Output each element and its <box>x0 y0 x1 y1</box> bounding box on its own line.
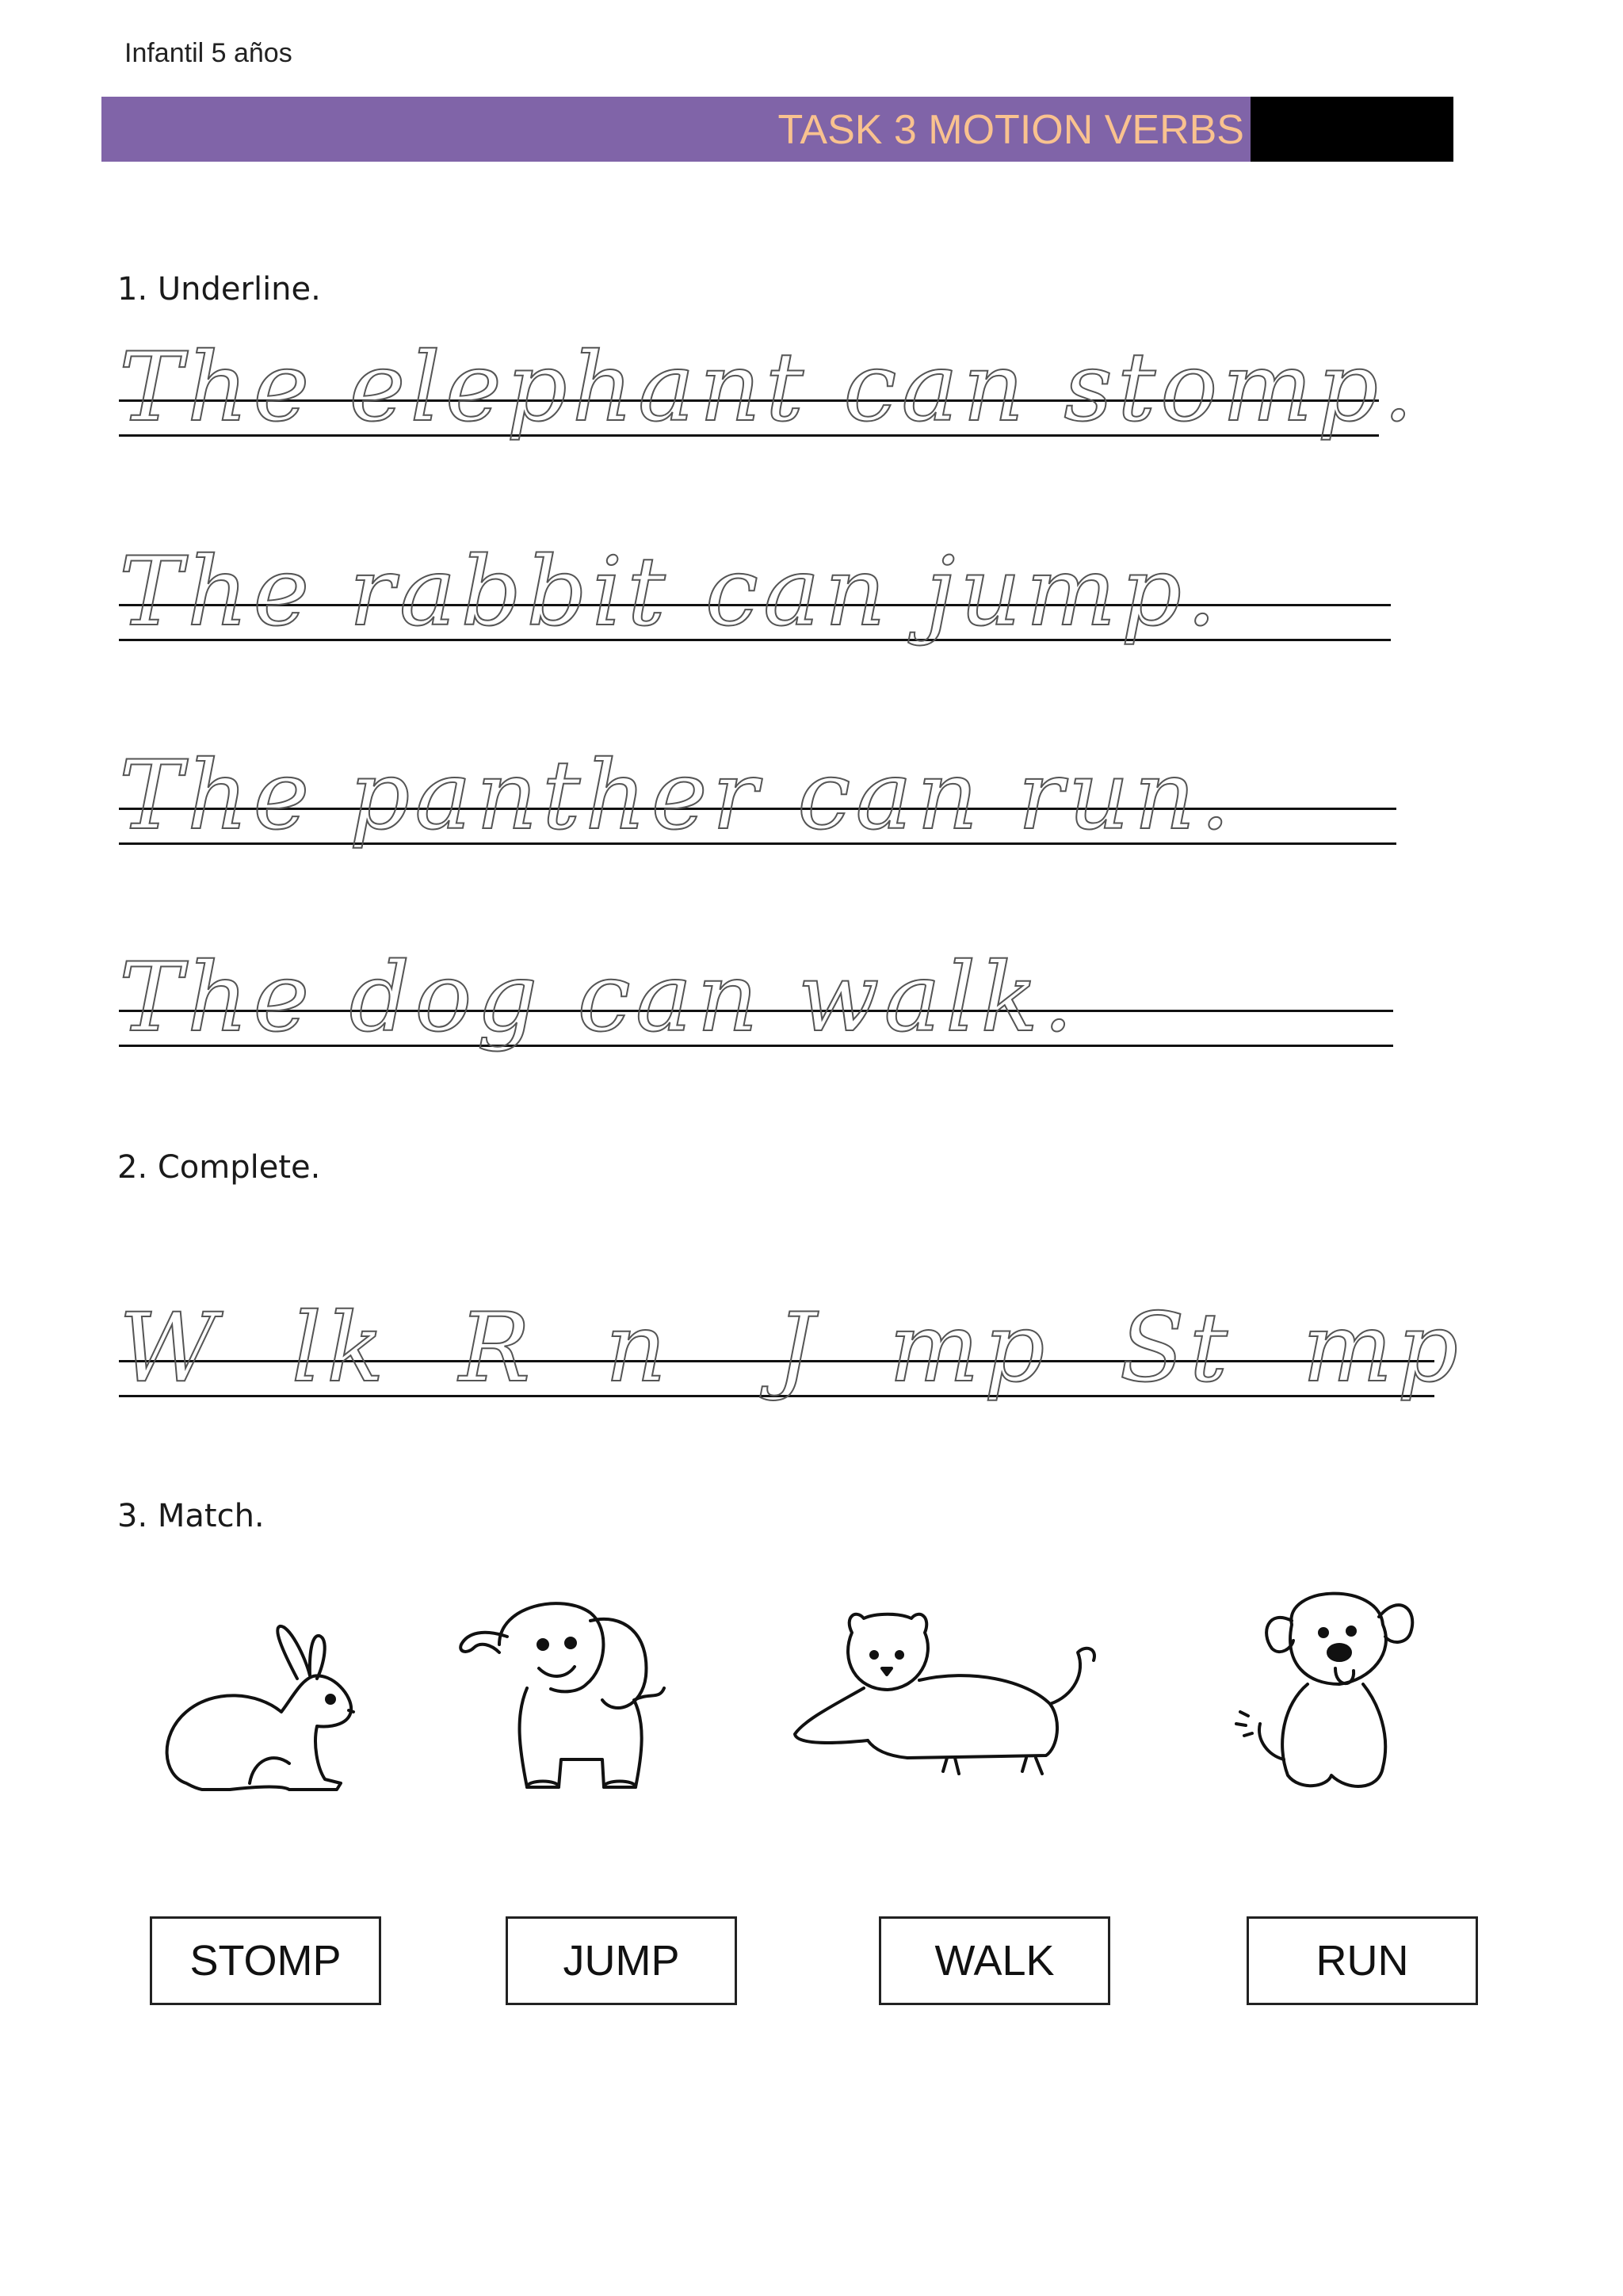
title-banner-black-block <box>1251 97 1453 162</box>
banner-title: TASK 3 MOTION VERBS <box>777 107 1244 153</box>
section-match-heading: 3. Match. <box>117 1498 265 1534</box>
panther-drawing <box>789 1601 1121 1807</box>
section-complete-heading: 2. Complete. <box>117 1149 321 1186</box>
header-text: Infantil 5 años <box>124 38 292 68</box>
trace-text: The rabbit can jump. <box>119 537 1222 648</box>
trace-text: The panther can run. <box>119 741 1235 851</box>
word-box-stomp[interactable]: STOMP <box>150 1916 381 2005</box>
trace-text: The dog can walk. <box>119 943 1079 1053</box>
rabbit-drawing <box>155 1617 369 1807</box>
trace-text: W lk R n J mp St mp <box>119 1293 1463 1404</box>
section-underline-heading: 1. Underline. <box>117 271 321 308</box>
elephant-drawing <box>452 1589 705 1811</box>
dog-drawing <box>1220 1577 1442 1815</box>
word-box-jump[interactable]: JUMP <box>506 1916 737 2005</box>
word-box-walk[interactable]: WALK <box>879 1916 1110 2005</box>
word-box-run[interactable]: RUN <box>1247 1916 1478 2005</box>
trace-text: The elephant can stomp. <box>119 333 1419 443</box>
